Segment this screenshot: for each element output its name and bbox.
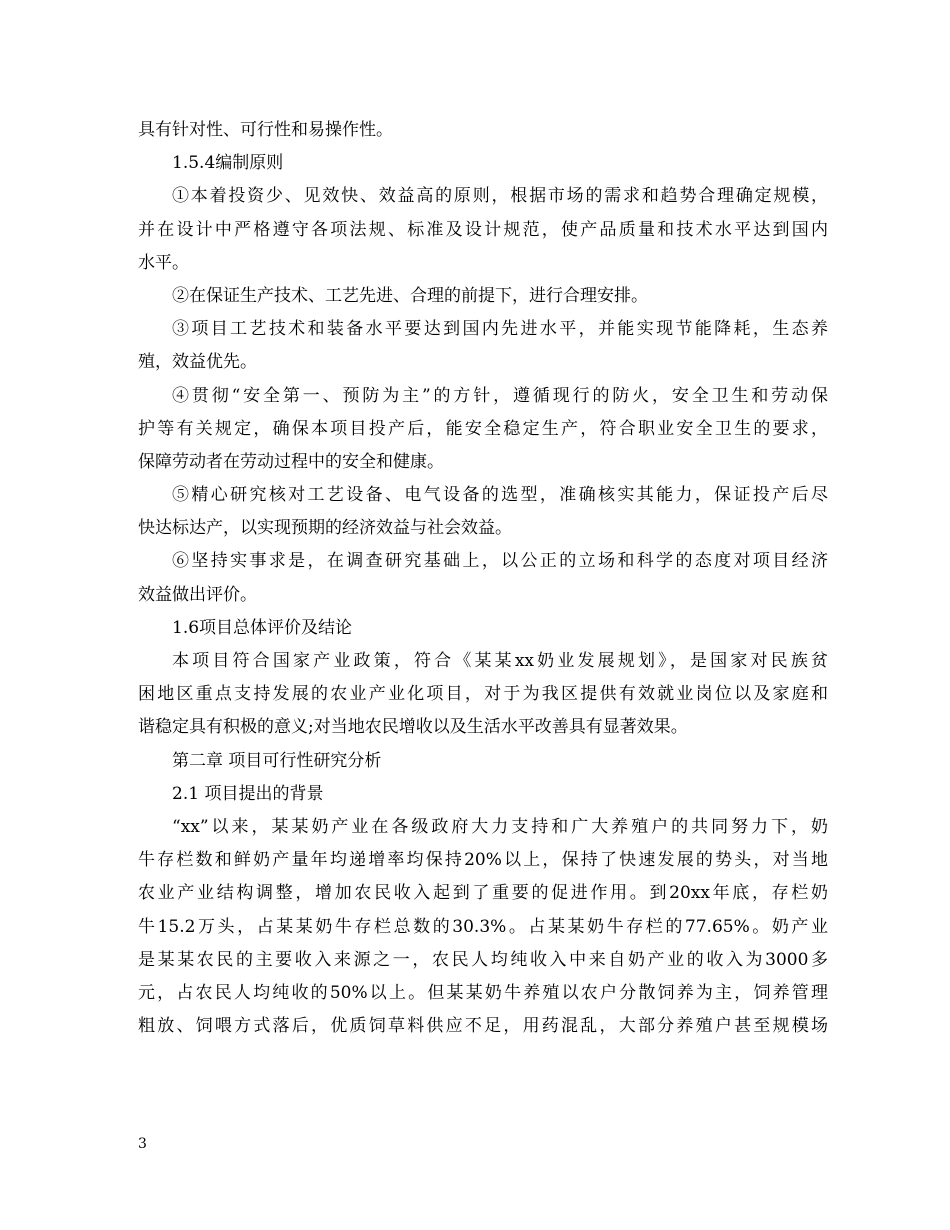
text-line: 牛存栏数和鲜奶产量年均递增率均保持20%以上，保持了快速发展的势头，对当地 (138, 850, 828, 871)
text-line: 水平。 (138, 252, 189, 273)
text-line: 农业产业结构调整，增加农民收入起到了重要的促进作用。到20xx年底，存栏奶 (138, 883, 828, 904)
text-line: 1.6项目总体评价及结论 (172, 617, 353, 638)
text-line: 效益做出评价。 (138, 584, 257, 605)
text-line: ②在保证生产技术、工艺先进、合理的前提下，进行合理安排。 (172, 285, 648, 306)
text-line: 本项目符合国家产业政策，符合《某某xx奶业发展规划》，是国家对民族贫 (172, 651, 828, 671)
text-line: “xx”以来，某某奶产业在各级政府大力支持和广大养殖户的共同努力下，奶 (172, 816, 828, 837)
page-number: 3 (138, 1136, 147, 1152)
text-line: 具有针对性、可行性和易操作性。 (138, 120, 393, 140)
text-line: 困地区重点支持发展的农业产业化项目，对于为我区提供有效就业岗位以及家庭和 (138, 684, 828, 705)
page-body (138, 114, 828, 1043)
text-line: 保障劳动者在劳动过程中的安全和健康。 (138, 451, 444, 472)
text-line: ③项目工艺技术和装备水平要达到国内先进水平，并能实现节能降耗，生态养 (172, 319, 828, 340)
text-line: 第二章 项目可行性研究分析 (172, 750, 382, 771)
text-line: 并在设计中严格遵守各项法规、标准及设计规范，使产品质量和技术水平达到国内 (138, 219, 828, 240)
text-line: 是某某农民的主要收入来源之一，农民人均纯收入中来自奶产业的收入为3000多 (138, 949, 828, 970)
text-line: ④贯彻“安全第一、预防为主”的方针，遵循现行的防火，安全卫生和劳动保 (172, 385, 828, 406)
text-line: ⑤精心研究核对工艺设备、电气设备的选型，准确核实其能力，保证投产后尽 (172, 485, 828, 506)
text-line: 殖，效益优先。 (138, 352, 257, 373)
text-line: 1.5.4编制原则 (172, 153, 284, 174)
text-line: 牛15.2万头，占某某奶牛存栏总数的30.3%。占某某奶牛存栏的77.65%。奶产业 (138, 916, 828, 937)
text-line: ①本着投资少、见效快、效益高的原则，根据市场的需求和趋势合理确定规模， (172, 186, 828, 207)
text-line: ⑥坚持实事求是，在调查研究基础上，以公正的立场和科学的态度对项目经济 (172, 551, 828, 572)
text-line: 粗放、饲喂方式落后，优质饲草料供应不足，用药混乱，大部分养殖户甚至规模场 (138, 1016, 828, 1037)
text-line: 2.1 项目提出的背景 (172, 783, 324, 804)
text-line: 谐稳定具有积极的意义;对当地农民增收以及生活水平改善具有显著效果。 (138, 717, 688, 738)
text-line: 护等有关规定，确保本项目投产后，能安全稳定生产，符合职业安全卫生的要求， (138, 418, 828, 439)
text-line: 快达标达产，以实现预期的经济效益与社会效益。 (138, 518, 512, 539)
text-line: 元，占农民人均纯收的50%以上。但某某奶牛养殖以农户分散饲养为主，饲养管理 (138, 982, 828, 1003)
